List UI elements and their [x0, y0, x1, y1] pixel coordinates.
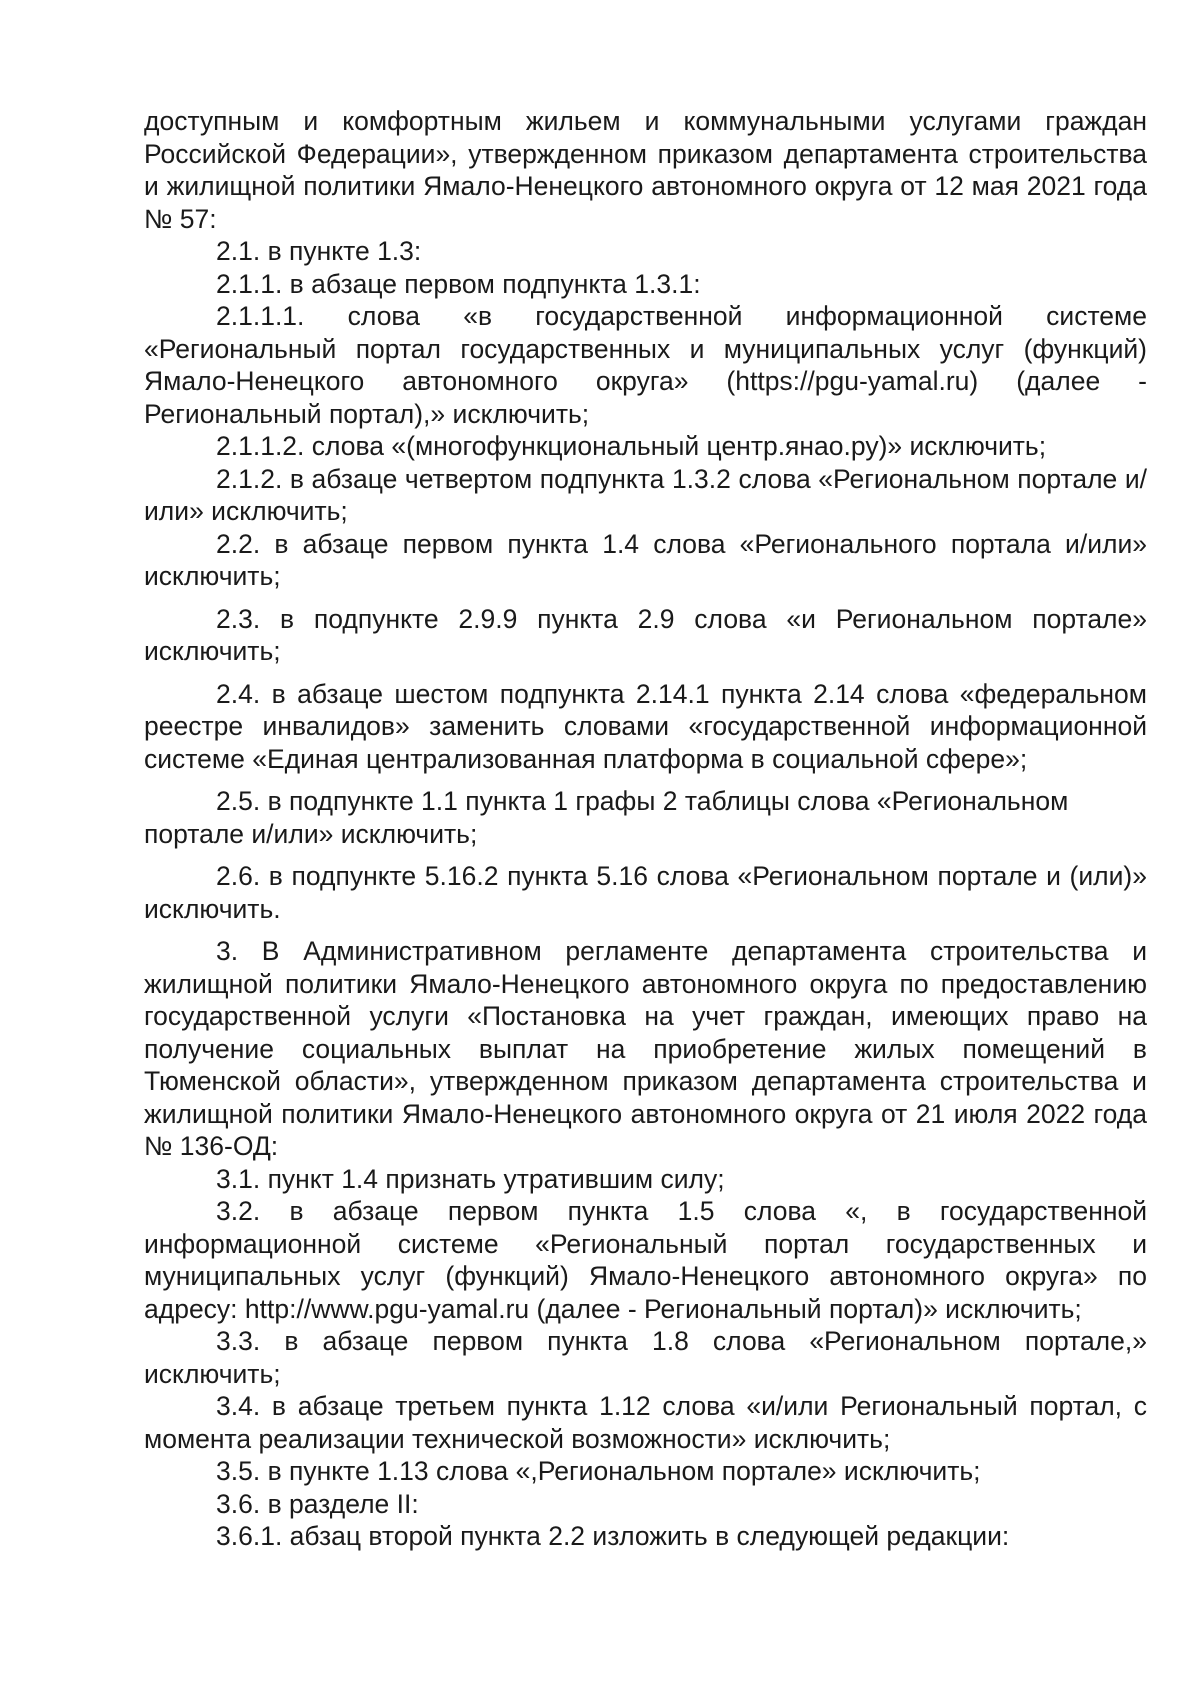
paragraph: 3.6.1. абзац второй пункта 2.2 изложить в следующей редакции:	[216, 1521, 1010, 1551]
paragraph: 2.1.1.2. слова «(многофункциональный центр.янао.ру)» исключить;	[216, 431, 1047, 461]
paragraph: 2.3. в подпункте 2.9.9 пункта 2.9 слова «и Региональном портале» исключить;	[144, 603, 1147, 666]
paragraph: 2.1.2. в абзаце четвертом подпункта 1.3.2 слова «Региональном портале и/или» исключить;	[144, 463, 1147, 526]
paragraph: 3.6. в разделе II:	[216, 1488, 419, 1519]
paragraph: доступным и комфортным жильем и коммунальными услугами граждан Российской Федерации», утвержденном приказом департамента строительства и жилищной политики Ямало-Ненецкого автономного округа от 12 мая 2021 года № 57:	[144, 106, 1147, 234]
paragraph: 2.6. в подпункте 5.16.2 пункта 5.16 слова «Региональном портале и (или)» исключить.	[144, 861, 1147, 924]
paragraph: 2.1.1. в абзаце первом подпункта 1.3.1:	[216, 268, 701, 299]
paragraph: 2.2. в абзаце первом пункта 1.4 слова «Регионального портала и/или» исключить;	[144, 528, 1147, 591]
paragraph: 2.5. в подпункте 1.1 пункта 1 графы 2 таблицы слова «Региональном портале и/или» исключить;	[144, 786, 1069, 849]
document-body	[144, 105, 1147, 1553]
paragraph: 3.4. в абзаце третьем пункта 1.12 слова «и/или Региональный портал, с момента реализации технической возможности» исключить;	[144, 1391, 1147, 1454]
paragraph: 3.1. пункт 1.4 признать утратившим силу;	[216, 1163, 725, 1194]
paragraph: 2.1.1.1. слова «в государственной информационной системе «Региональный портал государственных и муниципальных услуг (функций) Ямало-Ненецкого автономного округа» (https://pgu-yamal.ru) (далее - Региональный портал),» исключить;	[144, 301, 1147, 429]
paragraph: 2.4. в абзаце шестом подпункта 2.14.1 пункта 2.14 слова «федеральном реестре инвалидов» заменить словами «государственной информационной системе «Единая централизованная платформа в социальной сфере»;	[144, 678, 1147, 774]
paragraph: 3.3. в абзаце первом пункта 1.8 слова «Региональном портале,» исключить;	[144, 1326, 1147, 1389]
paragraph: 3. В Административном регламенте департамента строительства и жилищной политики Ямало-Ненецкого автономного округа по предоставлению государственной услуги «Постановка на учет граждан, имеющих право на получение социальных выплат на приобретение жилых помещений в Тюменской области», утвержденном приказом департамента строительства и жилищной политики Ямало-Ненецкого автономного округа от 21 июля 2022 года № 136-ОД:	[144, 936, 1147, 1161]
paragraph: 2.1. в пункте 1.3:	[216, 236, 422, 266]
paragraph: 3.2. в абзаце первом пункта 1.5 слова «, в государственной информационной системе «Региональный портал государственных и муниципальных услуг (функций) Ямало-Ненецкого автономного округа» по адресу: http://www.pgu-yamal.ru (далее - Региональный портал)» исключить;	[144, 1196, 1147, 1324]
paragraph: 3.5. в пункте 1.13 слова «,Региональном портале» исключить;	[216, 1456, 981, 1486]
